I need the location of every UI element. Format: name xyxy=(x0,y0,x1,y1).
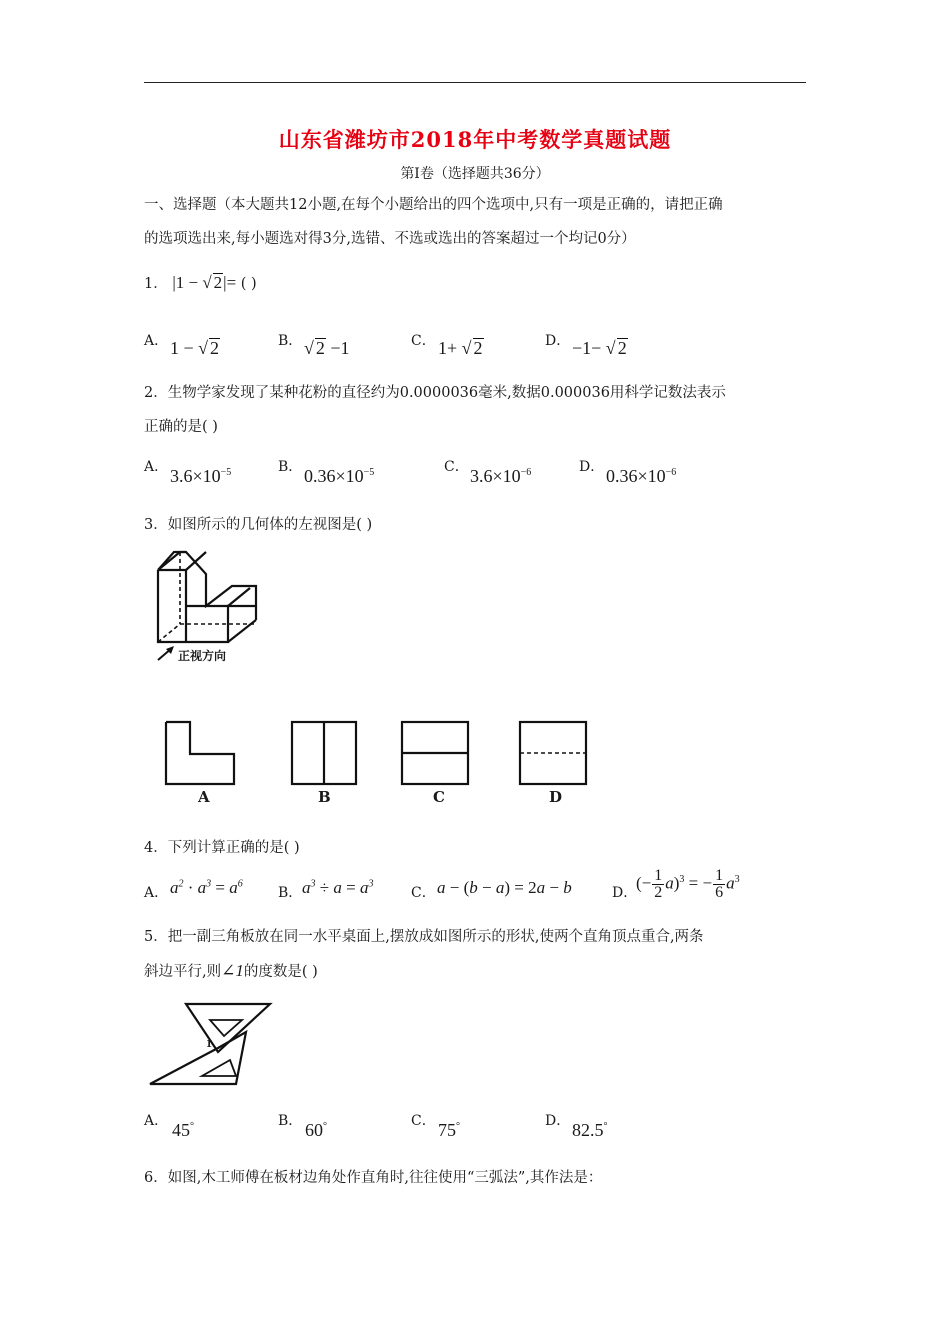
q5-option-b-label: B． xyxy=(278,1113,303,1129)
q4-option-d-label: D． xyxy=(612,885,638,901)
question-5-line-2: 斜边平行,则∠1的度数是( ) xyxy=(144,961,318,980)
view-a-shape xyxy=(166,722,234,784)
intro-line-1: 一、选择题（本大题共12小题,在每个小题给出的四个选项中,只有一项是正确的，请把正确 xyxy=(144,197,723,213)
question-4: 4．下列计算正确的是( ) xyxy=(144,840,300,856)
q2-option-d-label: D． xyxy=(579,459,605,475)
question-3: 3．如图所示的几何体的左视图是( ) xyxy=(144,517,373,533)
solid-edge xyxy=(158,552,180,570)
q4-option-c-label: C． xyxy=(411,885,436,901)
q4-option-d: (− $\frac{1}{2}$ a)$^3$ = − $\frac{1}{6}$ $a^3$ xyxy=(636,867,740,901)
q2-option-c: $3.6\times 10^{-6}$ xyxy=(470,466,532,486)
q1-option-d-label: D． xyxy=(545,333,571,349)
front-direction-label: 正视方向 xyxy=(178,649,227,663)
view-d-label: D xyxy=(549,788,563,806)
q4-option-b-label: B． xyxy=(278,885,303,901)
section-subtitle: 第Ⅰ卷（选择题共36分） xyxy=(400,166,550,182)
q1-option-c-label: C． xyxy=(411,333,436,349)
upper-set-square xyxy=(186,1004,270,1052)
q4-option-a: $a^2 \cdot a^3 = a^6$ xyxy=(170,878,243,897)
view-a-label: A xyxy=(198,788,210,806)
question-1 xyxy=(144,272,257,293)
view-c-label: C xyxy=(433,788,445,806)
q2-option-c-label: C． xyxy=(444,459,469,475)
answer-blank: ( ) xyxy=(240,276,257,292)
q4-option-a-label: A． xyxy=(144,885,169,901)
q5-option-c: 75° xyxy=(438,1120,460,1140)
q2-option-a: $3.6\times 10^{-5}$ xyxy=(170,466,232,486)
q1-option-c: 1+ √ 2 xyxy=(438,338,483,358)
q4-option-b: $a^3 \div a = a^3$ xyxy=(302,878,374,897)
page-title: 山东省潍坊市2018年中考数学真题试题 xyxy=(278,127,672,152)
q2-option-b: $0.36\times 10^{-5}$ xyxy=(304,466,375,486)
q1-option-b: √ 2 −1 xyxy=(304,338,350,358)
q5-option-d: 82.5° xyxy=(572,1120,608,1140)
question-2-line-2: 正确的是( ) xyxy=(144,419,218,435)
q5-option-d-label: D． xyxy=(545,1113,571,1129)
q2-option-b-label: B． xyxy=(278,459,303,475)
question-1-expression: |1 − √ 2|= xyxy=(172,273,237,292)
question-2 xyxy=(144,376,808,444)
q2-option-d: $0.36\times 10^{-6}$ xyxy=(606,466,677,486)
hidden-edge xyxy=(158,624,180,642)
intro-line-2: 的选项选出来,每小题选对得3分,选错、不选或选出的答案超过一个均记0分） xyxy=(144,231,636,247)
q4-option-c: a − (b − a) = 2a − b xyxy=(437,878,572,897)
solid-front-outline xyxy=(158,552,256,642)
solid-edge xyxy=(228,588,250,606)
section-intro xyxy=(144,188,808,256)
view-options xyxy=(160,718,600,813)
question-number: 1． xyxy=(144,276,168,292)
q1-option-b-label: B． xyxy=(278,333,303,349)
view-b-label: B xyxy=(318,788,331,806)
q2-option-a-label: A． xyxy=(144,459,169,475)
angle-symbol: ∠1 xyxy=(221,961,244,980)
q1-option-a: 1 − √ 2 xyxy=(170,338,220,358)
question-2-line-1: 2．生物学家发现了某种花粉的直径约为0.0000036毫米,数据0.000036用科学记数法表示 xyxy=(144,385,726,401)
header-rule xyxy=(144,82,806,83)
q5-option-c-label: C． xyxy=(411,1113,436,1129)
question-5-line-1: 5．把一副三角板放在同一水平桌面上,摆放成如图所示的形状,使两个直角顶点重合,两条 xyxy=(144,929,704,945)
q1-option-d: −1− √ 2 xyxy=(572,338,627,358)
lower-inner-triangle xyxy=(202,1060,236,1076)
question-6: 6．如图,木工师傅在板材边角处作直角时,往往使用“三弧法”,其作法是： xyxy=(144,1170,603,1186)
q5-option-a-label: A． xyxy=(144,1113,169,1129)
question-5 xyxy=(144,920,808,989)
q5-option-b: 60° xyxy=(305,1120,327,1140)
angle-1-label: 1 xyxy=(206,1036,212,1050)
q1-option-a-label: A． xyxy=(144,333,169,349)
q5-option-a: 45° xyxy=(172,1120,194,1140)
